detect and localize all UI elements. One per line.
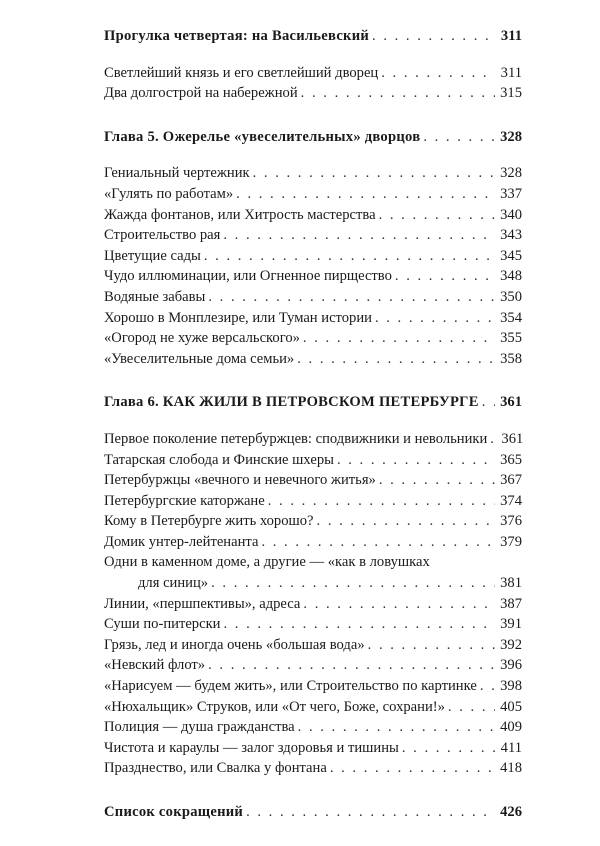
toc-entry[interactable] — [104, 470, 522, 491]
toc-entry-title: «Нюхальщик» Струков, или «От чего, Боже, сохрани!» — [104, 698, 445, 715]
page-number: 348 — [500, 268, 522, 285]
dot-leader — [317, 511, 495, 532]
toc-entry[interactable] — [104, 83, 522, 104]
page-number: 328 — [500, 128, 522, 145]
toc-entry[interactable] — [104, 450, 522, 471]
toc-entry[interactable] — [104, 676, 522, 697]
toc-heading-title: Список сокращений — [104, 804, 244, 820]
toc-entry[interactable] — [104, 635, 522, 656]
page-number: 350 — [500, 288, 522, 305]
page-number: 379 — [500, 533, 522, 550]
toc-entry[interactable] — [104, 225, 522, 246]
toc-entry-title: Домик унтер-лейтенанта — [104, 533, 259, 550]
toc-entry[interactable] — [104, 738, 522, 759]
dot-leader — [480, 676, 495, 697]
dot-leader — [208, 655, 495, 676]
toc-entry[interactable] — [104, 63, 522, 84]
dot-leader — [490, 429, 496, 450]
dot-leader — [402, 738, 495, 759]
dot-leader — [330, 758, 495, 779]
page-number: 367 — [500, 472, 522, 489]
toc-entry[interactable] — [104, 287, 522, 308]
dot-leader — [375, 308, 495, 329]
toc-entry[interactable] — [104, 655, 522, 676]
toc-entry-title: «Нарисуем — будем жить», или Строительство по картинке — [104, 678, 477, 695]
dot-leader — [223, 614, 495, 635]
toc-entry-title: Два долгострой на набережной — [104, 85, 298, 102]
toc-entry[interactable] — [104, 328, 522, 349]
dot-leader — [372, 26, 495, 47]
toc-entry-title: Кому в Петербурге жить хорошо? — [104, 513, 314, 530]
toc-entry[interactable] — [104, 614, 522, 635]
dot-leader — [303, 594, 495, 615]
dot-leader — [482, 392, 495, 413]
toc-entry[interactable] — [104, 511, 522, 532]
dot-leader — [268, 491, 495, 512]
dot-leader — [246, 802, 495, 823]
page-number: 392 — [500, 636, 522, 653]
toc-entry-title: Празднество, или Свалка у фонтана — [104, 760, 327, 777]
dot-leader — [379, 470, 495, 491]
toc-entry[interactable] — [104, 594, 522, 615]
dot-leader — [204, 246, 495, 267]
dot-leader — [208, 287, 495, 308]
dot-leader — [395, 266, 495, 287]
dot-leader — [368, 635, 495, 656]
dot-leader — [253, 163, 495, 184]
toc-heading[interactable] — [104, 26, 522, 47]
page-number: 361 — [500, 394, 522, 411]
dot-leader — [303, 328, 495, 349]
toc-entry[interactable] — [104, 163, 522, 184]
dot-leader — [337, 450, 495, 471]
toc-section — [104, 127, 522, 370]
page-number: 337 — [500, 185, 522, 202]
toc-heading[interactable] — [104, 802, 522, 823]
toc-heading-title: Прогулка четвертая: на Васильевский — [104, 28, 370, 44]
toc-entry-title: Жажда фонтанов, или Хитрость мастерства — [104, 206, 376, 223]
toc-entry[interactable] — [104, 266, 522, 287]
page-number: 361 — [501, 430, 524, 447]
dot-leader — [423, 127, 495, 148]
toc-heading[interactable] — [104, 392, 522, 413]
page-number: 311 — [500, 64, 522, 81]
page-number: 343 — [500, 227, 522, 244]
toc-entry-title: «Невский флот» — [104, 657, 206, 674]
dot-leader — [211, 573, 495, 594]
page-number: 374 — [500, 492, 522, 509]
dot-leader — [223, 225, 495, 246]
page-number: 398 — [500, 678, 522, 695]
dot-leader — [297, 349, 495, 370]
page-number: 354 — [500, 309, 522, 326]
page-number: 426 — [500, 804, 522, 820]
toc-entry[interactable] — [104, 205, 522, 226]
table-of-contents — [104, 26, 522, 846]
toc-entry[interactable] — [104, 552, 522, 573]
toc-entry-title: Хорошо в Монплезире, или Туман истории — [104, 309, 372, 326]
toc-entry[interactable] — [104, 349, 522, 370]
toc-entry[interactable] — [104, 758, 522, 779]
toc-entry[interactable] — [104, 573, 522, 594]
page-number: 405 — [500, 698, 522, 715]
toc-entry-title: «Увеселительные дома семьи» — [104, 350, 295, 367]
toc-entry[interactable] — [104, 491, 522, 512]
toc-entry[interactable] — [104, 717, 522, 738]
toc-entry-title: Строительство рая — [104, 227, 221, 244]
page-number: 396 — [500, 657, 522, 674]
dot-leader — [379, 205, 495, 226]
toc-entry-title: Одни в каменном доме, а другие — «как в ловушках — [104, 554, 430, 571]
toc-entry-title: Линии, «першпективы», адреса — [104, 595, 301, 612]
toc-entry-title: Татарская слобода и Финские шхеры — [104, 451, 334, 468]
toc-entry-title: Первое поколение петербуржцев: сподвижники и невольники — [104, 430, 488, 447]
page-number: 411 — [500, 739, 522, 756]
toc-heading-title: Глава 5. Ожерелье «увеселительных» дворцов — [104, 128, 421, 145]
page-number: 409 — [500, 719, 522, 736]
toc-entry-title: «Гулять по работам» — [104, 185, 234, 202]
page-number: 376 — [500, 513, 522, 530]
dot-leader — [301, 83, 495, 104]
toc-entry-title: Цветущие сады — [104, 247, 201, 264]
page-number: 311 — [500, 28, 522, 44]
page-number: 391 — [500, 616, 522, 633]
dot-leader — [236, 184, 495, 205]
toc-entry-title: Полиция — душа гражданства — [104, 719, 295, 736]
page-number: 381 — [500, 575, 522, 592]
toc-section — [104, 392, 522, 779]
toc-entry[interactable] — [104, 697, 522, 718]
toc-entry-title: «Огород не хуже версальского» — [104, 330, 300, 347]
toc-entry-title: Светлейший князь и его светлейший дворец — [104, 64, 379, 81]
page-number: 328 — [500, 165, 522, 182]
dot-leader — [261, 532, 495, 553]
page-number: 365 — [500, 451, 522, 468]
toc-entry-title: Суши по-питерски — [104, 616, 221, 633]
toc-entry[interactable] — [104, 532, 522, 553]
dot-leader — [298, 717, 495, 738]
toc-entry-title: Гениальный чертежник — [104, 165, 250, 182]
toc-entry-title: Чистота и караулы — залог здоровья и тишины — [104, 739, 399, 756]
page-number: 418 — [500, 760, 522, 777]
page-number: 358 — [500, 350, 522, 367]
toc-entry-title: Грязь, лед и иногда очень «большая вода» — [104, 636, 365, 653]
toc-entry-title: Чудо иллюминации, или Огненное пирщество — [104, 268, 392, 285]
page-number: 340 — [500, 206, 522, 223]
toc-entry-title: для синиц» — [138, 575, 209, 592]
toc-entry[interactable] — [104, 184, 522, 205]
toc-section — [104, 802, 522, 823]
toc-section — [104, 26, 522, 104]
toc-entry[interactable] — [104, 246, 522, 267]
toc-heading-title: Глава 6. КАК ЖИЛИ В ПЕТРОВСКОМ ПЕТЕРБУРГЕ — [104, 394, 479, 411]
toc-heading[interactable] — [104, 127, 522, 148]
toc-entry-title: Водяные забавы — [104, 288, 206, 305]
page-number: 315 — [500, 85, 522, 102]
dot-leader — [381, 63, 495, 84]
page-number: 355 — [500, 330, 522, 347]
toc-entry-title: Петербуржцы «вечного и невечного житья» — [104, 472, 376, 489]
dot-leader — [448, 697, 495, 718]
page-number: 345 — [500, 247, 522, 264]
page-number: 387 — [500, 595, 522, 612]
toc-entry[interactable] — [104, 429, 522, 450]
toc-entry[interactable] — [104, 308, 522, 329]
toc-entry-title: Петербургские каторжане — [104, 492, 265, 509]
